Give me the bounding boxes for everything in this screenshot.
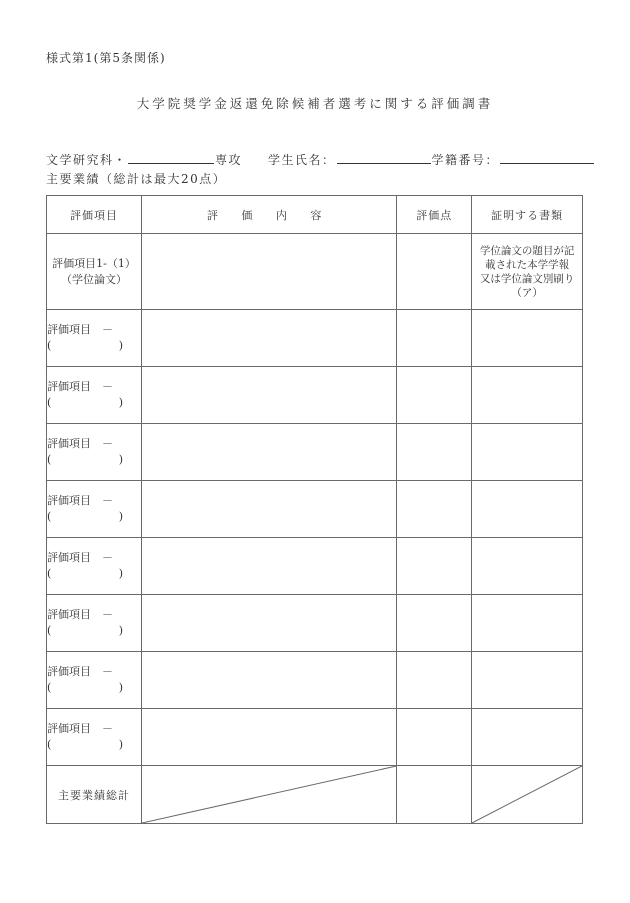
eval-item-label: 評価項目 － <box>47 722 113 735</box>
eval-content-cell[interactable] <box>141 595 396 652</box>
eval-score-cell[interactable] <box>397 424 472 481</box>
proof-document-line: 学位論文の題目が記 <box>479 244 575 257</box>
student-id-label: 学籍番号： <box>431 153 500 167</box>
form-number: 様式第1(第5条関係) <box>46 51 166 65</box>
eval-item-sublabel: （学位論文） <box>60 272 127 286</box>
proof-document-cell[interactable] <box>472 595 583 652</box>
eval-content-cell[interactable] <box>141 234 396 310</box>
proof-document-cell[interactable] <box>472 481 583 538</box>
proof-document-line: （ア） <box>511 286 543 299</box>
eval-item-cell[interactable] <box>47 367 142 424</box>
proof-document-cell[interactable] <box>472 310 583 367</box>
eval-item-label: 評価項目 － <box>47 551 113 564</box>
proof-document-cell <box>472 234 583 310</box>
table-row <box>47 424 583 481</box>
proof-document-cell[interactable] <box>472 652 583 709</box>
header-eval-item: 評価項目 <box>47 196 142 234</box>
table-row <box>47 595 583 652</box>
eval-score-cell[interactable] <box>397 595 472 652</box>
eval-item-cell[interactable] <box>47 538 142 595</box>
faculty-label: 文学研究科・ <box>46 153 128 167</box>
eval-content-cell[interactable] <box>141 538 396 595</box>
header-eval-content: 評 価 内 容 <box>141 196 396 234</box>
eval-item-label: 評価項目1-（1） <box>52 256 136 270</box>
paren-close: ) <box>118 396 123 409</box>
paren-close: ) <box>118 339 123 352</box>
paren-open: ( <box>47 510 52 523</box>
table-header-row <box>47 196 583 234</box>
eval-score-cell[interactable] <box>397 367 472 424</box>
student-name-label: 学生氏名： <box>268 153 336 167</box>
eval-item-cell[interactable] <box>47 709 142 766</box>
eval-content-cell[interactable] <box>141 367 396 424</box>
eval-item-label: 評価項目 － <box>47 323 113 336</box>
document-title: 大学院奨学金返還免除候補者選考に関する評価調書 <box>136 96 494 111</box>
paren-close: ) <box>118 681 123 694</box>
proof-document-cell[interactable] <box>472 709 583 766</box>
eval-score-cell[interactable] <box>397 709 472 766</box>
evaluation-table <box>46 195 583 824</box>
eval-score-cell[interactable] <box>397 310 472 367</box>
proof-document-cell[interactable] <box>472 538 583 595</box>
paren-open: ( <box>47 453 52 466</box>
eval-item-cell[interactable] <box>47 424 142 481</box>
eval-content-cell[interactable] <box>141 709 396 766</box>
eval-item-cell <box>47 234 142 310</box>
summary-label: 主要業績（総計は最大20点） <box>46 172 227 186</box>
paren-open: ( <box>47 681 52 694</box>
eval-item-label: 評価項目 － <box>47 665 113 678</box>
table-row <box>47 709 583 766</box>
eval-content-cell[interactable] <box>141 652 396 709</box>
eval-item-cell[interactable] <box>47 481 142 538</box>
table-row <box>47 367 583 424</box>
eval-score-cell[interactable] <box>397 538 472 595</box>
eval-content-cell[interactable] <box>141 424 396 481</box>
eval-score-cell[interactable] <box>397 234 472 310</box>
paren-close: ) <box>118 567 123 580</box>
major-field[interactable] <box>128 151 214 164</box>
eval-item-label: 評価項目 － <box>47 494 113 507</box>
header-eval-score: 評価点 <box>397 196 472 234</box>
eval-content-cell[interactable] <box>141 310 396 367</box>
table-row <box>47 310 583 367</box>
paren-close: ) <box>118 453 123 466</box>
eval-item-cell[interactable] <box>47 595 142 652</box>
disabled-content-cell <box>141 766 396 824</box>
student-id-field[interactable] <box>500 151 594 164</box>
eval-content-cell[interactable] <box>141 481 396 538</box>
paren-close: ) <box>118 510 123 523</box>
diagonal-strike <box>142 766 396 823</box>
student-info-line <box>46 151 595 168</box>
table-row <box>47 481 583 538</box>
eval-score-cell[interactable] <box>397 481 472 538</box>
paren-open: ( <box>47 567 52 580</box>
eval-item-label: 評価項目 － <box>47 608 113 621</box>
disabled-document-cell <box>472 766 583 824</box>
table-row <box>47 538 583 595</box>
eval-item-cell[interactable] <box>47 310 142 367</box>
total-label: 主要業績総計 <box>47 766 142 824</box>
paren-open: ( <box>47 396 52 409</box>
total-row <box>47 766 583 824</box>
eval-score-cell[interactable] <box>397 652 472 709</box>
proof-document-cell[interactable] <box>472 424 583 481</box>
student-name-field[interactable] <box>337 151 431 164</box>
eval-item-label: 評価項目 － <box>47 380 113 393</box>
diagonal-strike <box>472 766 582 823</box>
paren-open: ( <box>47 738 52 751</box>
proof-document-cell[interactable] <box>472 367 583 424</box>
eval-item-label: 評価項目 － <box>47 437 113 450</box>
proof-document-line: 載された本学学報 <box>485 258 570 271</box>
paren-close: ) <box>118 624 123 637</box>
table-row <box>47 234 583 310</box>
table-row <box>47 652 583 709</box>
paren-open: ( <box>47 624 52 637</box>
total-score-cell[interactable] <box>397 766 472 824</box>
paren-open: ( <box>47 339 52 352</box>
proof-document-line: 又は学位論文別刷り <box>479 272 575 285</box>
major-suffix: 専攻 <box>215 153 243 167</box>
paren-close: ) <box>118 738 123 751</box>
eval-item-cell[interactable] <box>47 652 142 709</box>
header-proof-document: 証明する書類 <box>472 196 583 234</box>
